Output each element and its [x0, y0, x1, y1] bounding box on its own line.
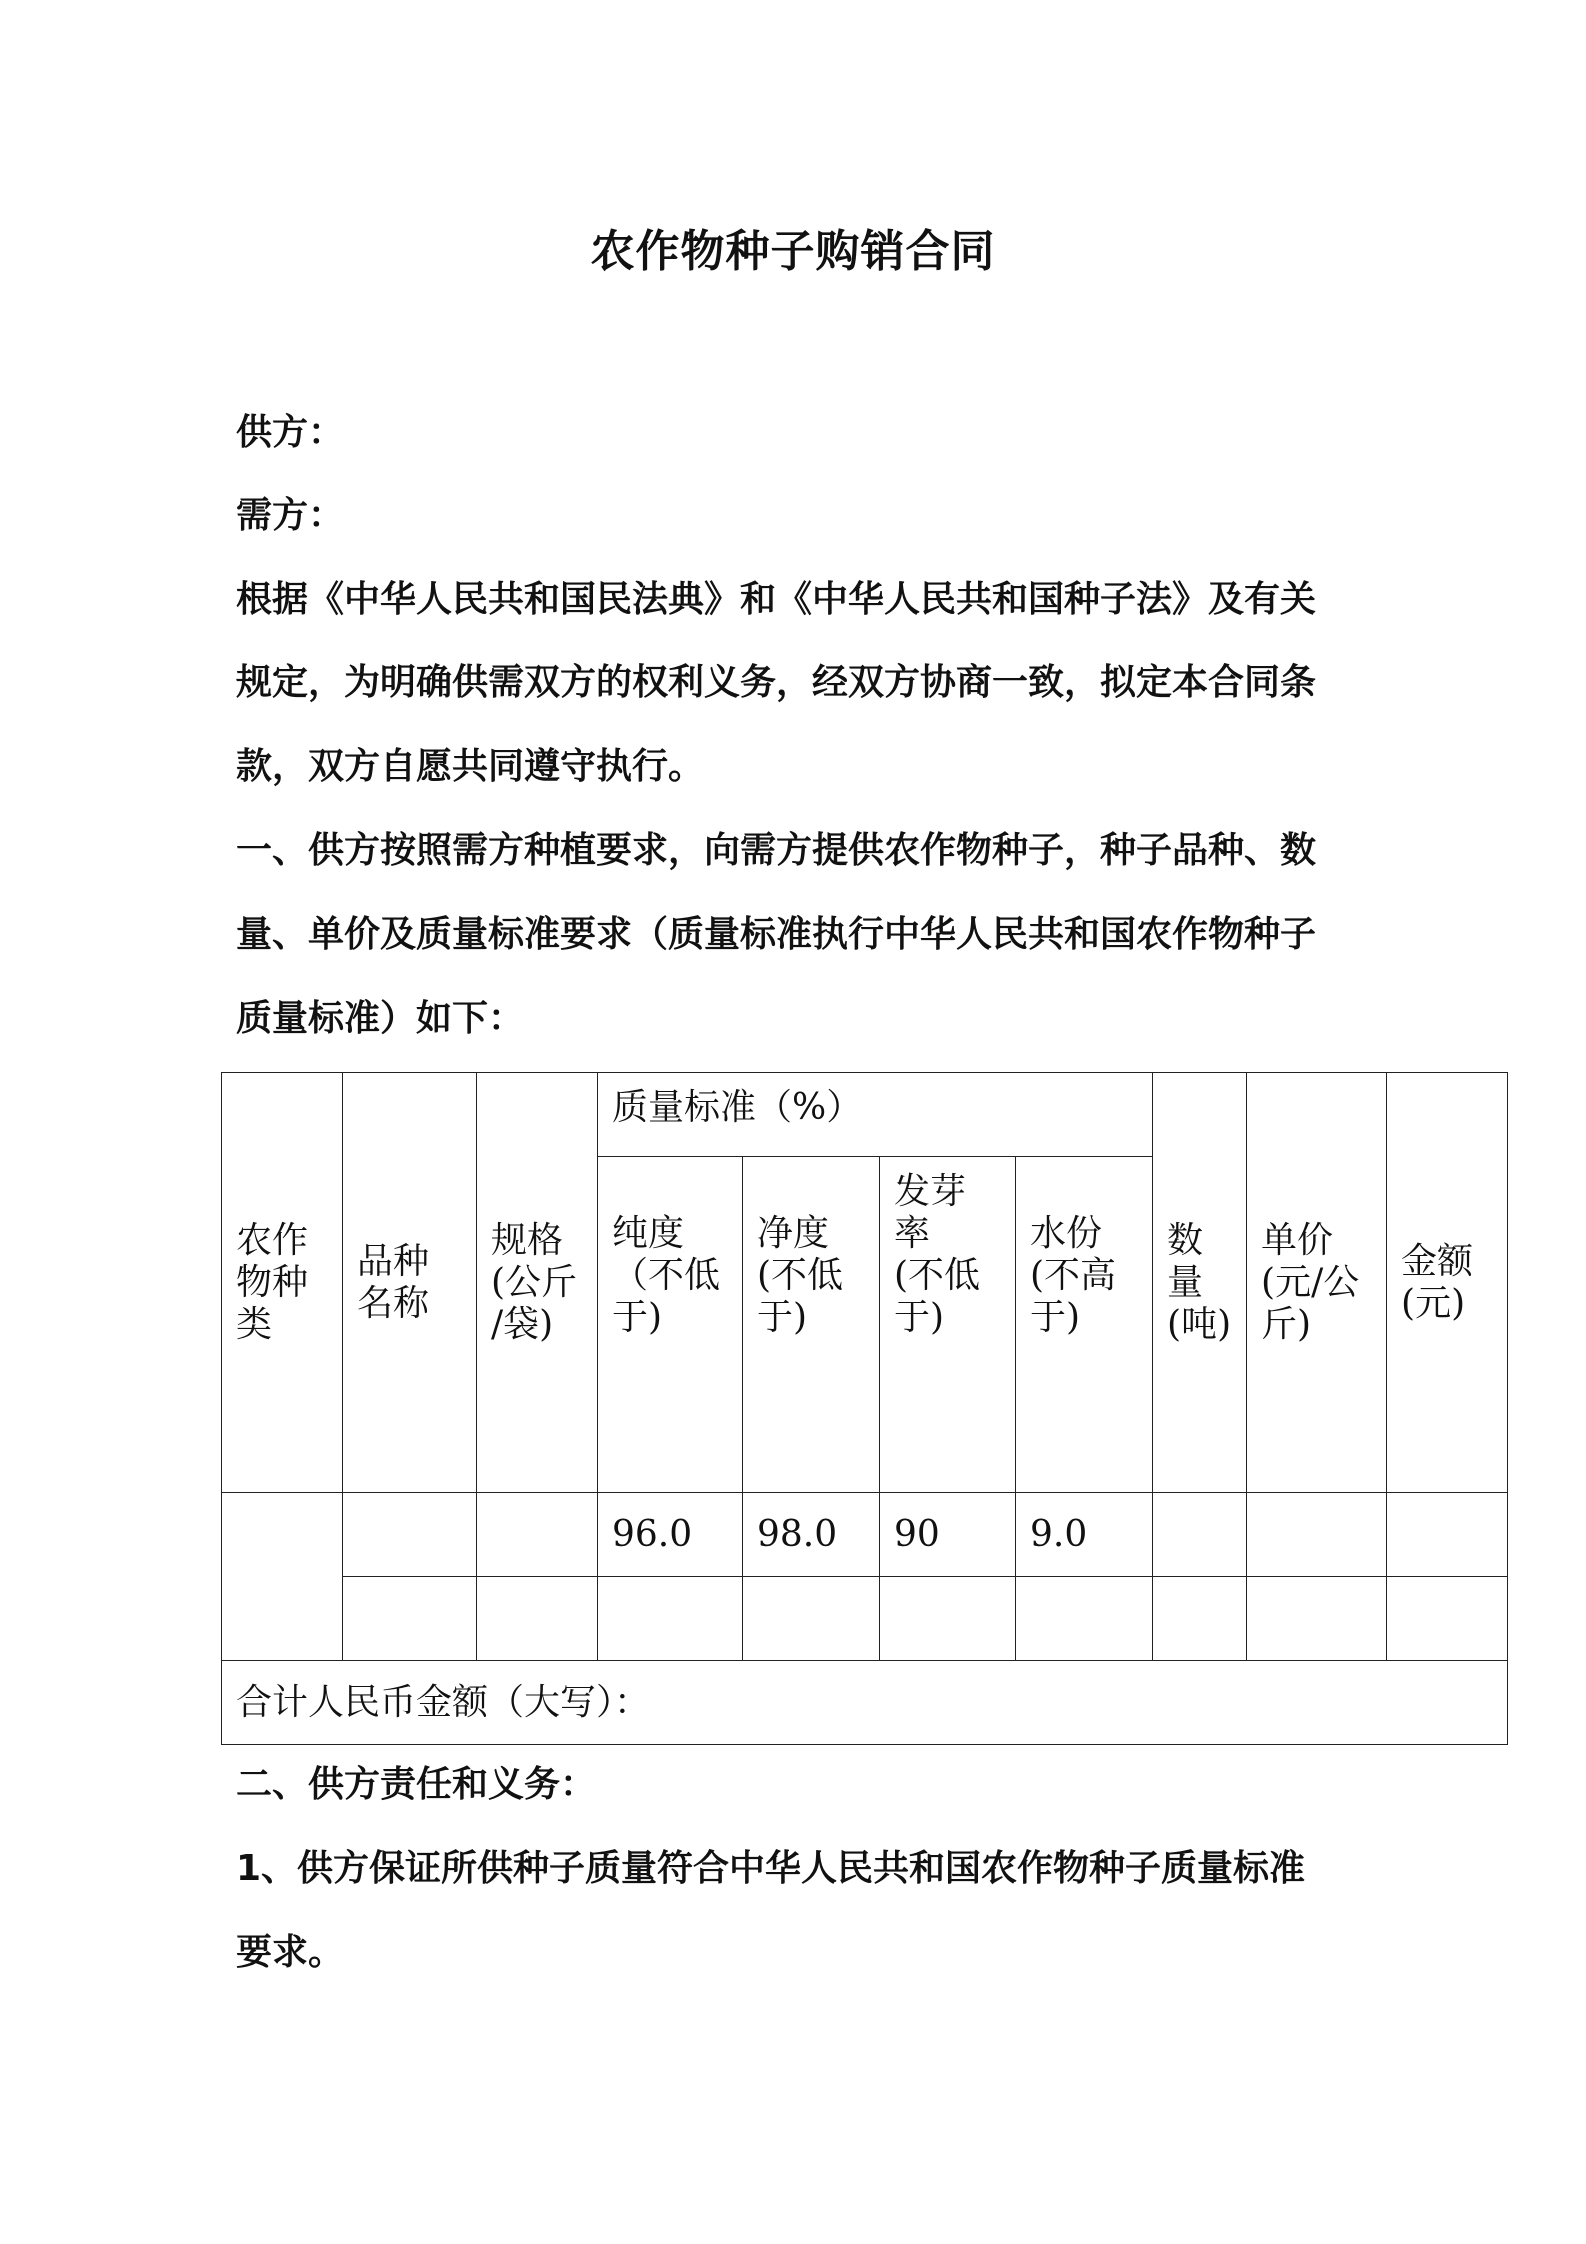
cell-germination	[880, 1577, 1016, 1661]
table-row	[222, 1577, 1508, 1661]
header-quality-group: 质量标准（%）	[598, 1073, 1153, 1157]
total-amount-label: 合计人民币金额（大写）：	[222, 1661, 1508, 1745]
cell-crop-type	[222, 1493, 343, 1661]
cell-amount	[1387, 1493, 1508, 1577]
buyer-label: 需方：	[236, 495, 345, 536]
cell-unit-price	[1247, 1577, 1387, 1661]
supplier-label: 供方：	[236, 412, 345, 453]
cell-purity	[598, 1577, 743, 1661]
cell-quantity	[1153, 1577, 1247, 1661]
cell-germination: 90	[880, 1493, 1016, 1577]
cell-cleanliness: 98.0	[743, 1493, 880, 1577]
cell-amount	[1387, 1577, 1508, 1661]
table-header-row-1	[222, 1073, 1508, 1157]
intro-line-2: 规定，为明确供需双方的权利义务，经双方协商一致，拟定本合同条	[236, 662, 1317, 703]
cell-spec	[477, 1493, 598, 1577]
header-amount: 金额 (元)	[1387, 1073, 1508, 1493]
cell-purity: 96.0	[598, 1493, 743, 1577]
clause2-heading: 二、供方责任和义务：	[236, 1764, 597, 1805]
intro-line-1: 根据《中华人民共和国民法典》和《中华人民共和国种子法》及有关	[236, 579, 1317, 620]
document-title: 农作物种子购销合同	[590, 226, 996, 277]
clause1-line-3: 质量标准）如下：	[236, 998, 525, 1039]
cell-quantity	[1153, 1493, 1247, 1577]
header-spec: 规格 (公斤 /袋)	[477, 1073, 598, 1493]
seed-spec-table	[221, 1072, 1508, 1745]
intro-line-3: 款，双方自愿共同遵守执行。	[236, 746, 705, 787]
clause1-line-1: 一、供方按照需方种植要求，向需方提供农作物种子，种子品种、数	[236, 830, 1317, 871]
cell-spec	[477, 1577, 598, 1661]
clause2-item1-line-2: 要求。	[236, 1932, 345, 1973]
clause2-item1-line-1: 1、供方保证所供种子质量符合中华人民共和国农作物种子质量标准	[236, 1848, 1306, 1889]
cell-moisture: 9.0	[1016, 1493, 1153, 1577]
cell-cleanliness	[743, 1577, 880, 1661]
table-row	[222, 1493, 1508, 1577]
table-total-row	[222, 1661, 1508, 1745]
header-cleanliness: 净度 (不低 于)	[743, 1157, 880, 1493]
header-unit-price: 单价 (元/公 斤)	[1247, 1073, 1387, 1493]
cell-variety	[343, 1493, 477, 1577]
header-moisture: 水份 (不高 于)	[1016, 1157, 1153, 1493]
header-germination: 发芽 率 (不低 于)	[880, 1157, 1016, 1493]
cell-unit-price	[1247, 1493, 1387, 1577]
cell-variety	[343, 1577, 477, 1661]
clause1-line-2: 量、单价及质量标准要求（质量标准执行中华人民共和国农作物种子	[236, 914, 1317, 955]
header-variety: 品种 名称	[343, 1073, 477, 1493]
header-quantity: 数 量 (吨)	[1153, 1073, 1247, 1493]
cell-moisture	[1016, 1577, 1153, 1661]
header-purity: 纯度 （不低 于)	[598, 1157, 743, 1493]
header-crop-type: 农作 物种 类	[222, 1073, 343, 1493]
